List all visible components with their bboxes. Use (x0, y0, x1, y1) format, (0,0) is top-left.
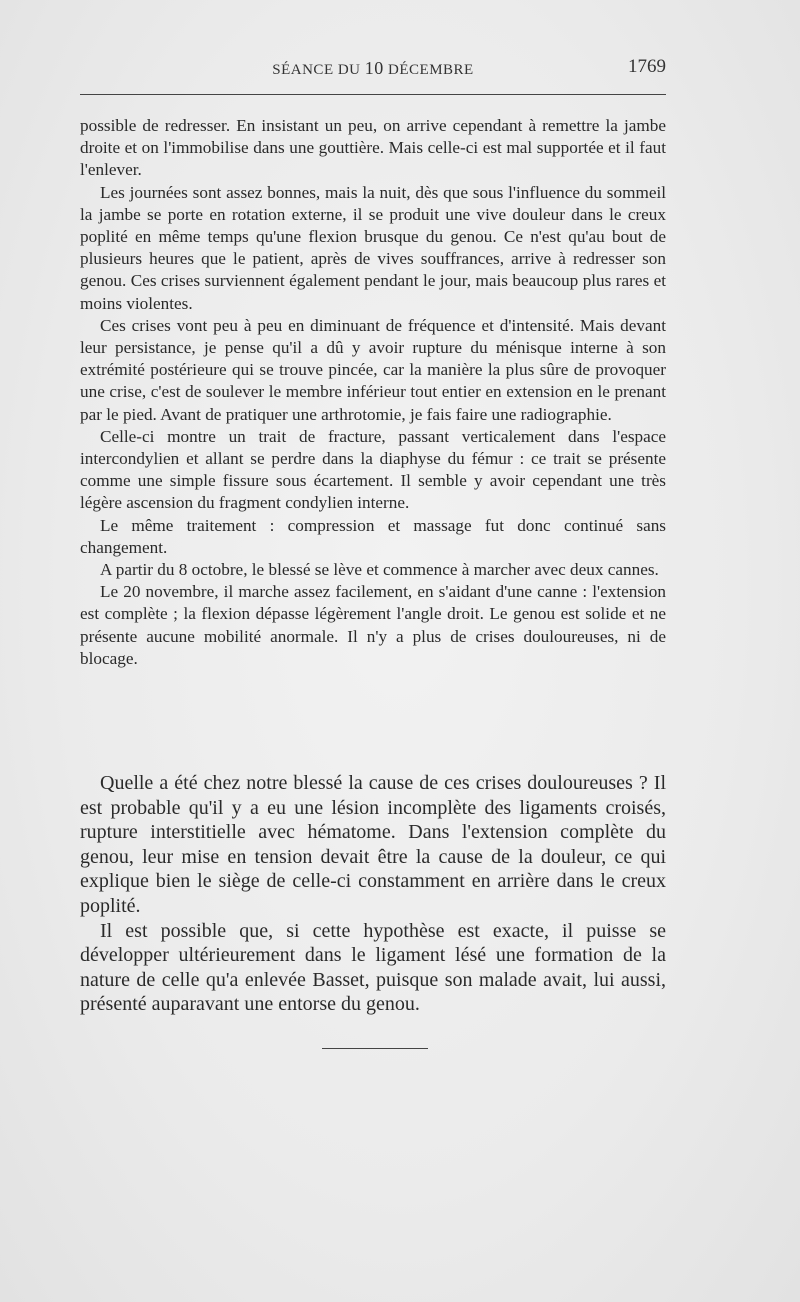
running-title (80, 58, 666, 79)
header-rule (80, 94, 666, 95)
paragraph: possible de redresser. En insistant un peu, on arrive cependant à remettre la jambe droite et on l'immobilise dans une gouttière. Mais celle-ci est mal supportée et il faut l'enlever. (80, 116, 666, 180)
discussion-text (80, 771, 666, 1017)
paragraph: Le 20 novembre, il marche assez facilement, en s'aidant d'une canne : l'extension est complète ; la flexion dépasse légèrement l'angle droit. Le genou est solide et ne présente aucune mobilité anormale. Il n'y a plus de crises douloureuses, ni de blocage. (80, 582, 666, 668)
paragraph: Les journées sont assez bonnes, mais la nuit, dès que sous l'influence du sommeil la jambe se porte en rotation externe, il se produit une vive douleur dans le creux poplité en même temps qu'une flexion brusque du genou. Ce n'est qu'au bout de plusieurs heures que le patient, après de vives souffrances, arrive à redresser son genou. Ces crises surviennent également pendant le jour, mais beaucoup plus rares et moins violentes. (80, 182, 666, 313)
running-header (80, 58, 666, 84)
paragraph: Celle-ci montre un trait de fracture, passant verticalement dans l'espace intercondylien et allant se perdre dans la diaphyse du fémur : ce trait se présente comme une simple fissure sous écartement. Il semble y avoir cependant une très légère ascension du fragment condylien interne. (80, 426, 666, 513)
running-title-number: 10 (364, 58, 384, 78)
paragraph: A partir du 8 octobre, le blessé se lève et commence à marcher avec deux cannes. (100, 560, 659, 580)
paragraph: Quelle a été chez notre blessé la cause de ces crises douloureuses ? Il est probable qu'il y a eu une lésion incomplète des ligaments croisés, rupture interstitielle avec hématome. Dans l'extension complète du genou, leur mise en tension devait être la cause de la douleur, ce qui explique bien le siège de celle-ci constamment en arrière dans le creux poplité. (80, 772, 666, 917)
page-number: 1769 (628, 56, 666, 77)
running-title-part2: DÉCEMBRE (383, 62, 474, 78)
case-report-text (80, 115, 666, 670)
paragraph: Ces crises vont peu à peu en diminuant de fréquence et d'intensité. Mais devant leur persistance, je pense qu'il a dû y avoir rupture du ménisque interne à son extrémité postérieure qui se trouve pincée, car la manière la plus sûre de provoquer une crise, c'est de soulever le membre inférieur tout entier en extension en le prenant par le pied. Avant de pratiquer une arthrotomie, je fais faire une radiographie. (80, 315, 666, 424)
paragraph: Il est possible que, si cette hypothèse est exacte, il puisse se développer ultérieurement dans le ligament lésé une formation de la nature de celle qu'a enlevée Basset, puisque son malade avait, lui aussi, présenté auparavant une entorse du genou. (80, 919, 666, 1016)
running-title-part1: SÉANCE DU (272, 62, 365, 78)
end-of-section-rule (322, 1048, 428, 1049)
paragraph: Le même traitement : compression et massage fut donc continué sans changement. (80, 515, 666, 557)
